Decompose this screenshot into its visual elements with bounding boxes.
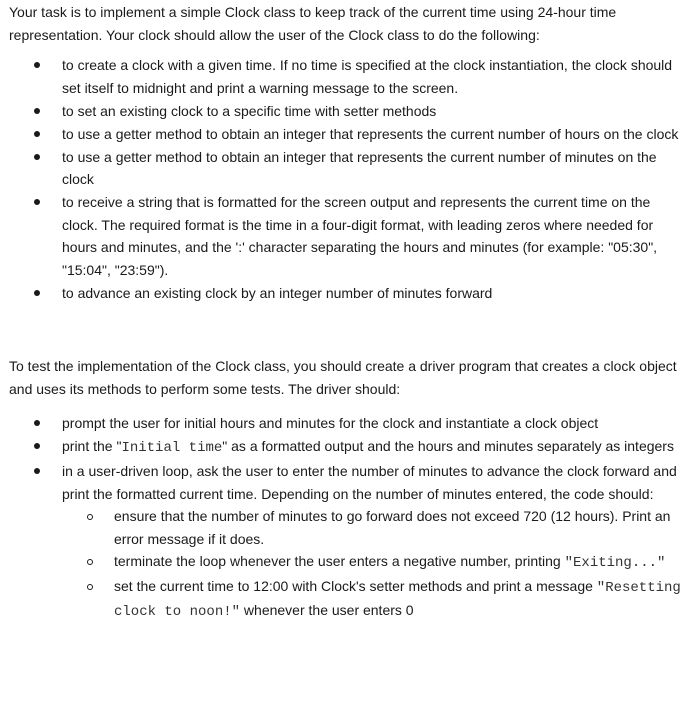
list-item (9, 412, 681, 435)
driver-step-text: in a user-driven loop, ask the user to enter the number of minutes to advance the clock forward and print the formatted current time. Depending on the number of minutes entered, the code should: (62, 463, 677, 502)
sub-list-item (9, 550, 681, 575)
bullet-icon (34, 199, 40, 205)
sub-list-item (9, 575, 681, 624)
assignment-document (9, 0, 681, 624)
loop-rule-text: set the current time to 12:00 with Clock's setter methods and print a message (114, 577, 597, 594)
loop-rules-list (62, 505, 681, 624)
circle-bullet-icon (87, 559, 93, 565)
loop-rule-text: ensure that the number of minutes to go forward does not exceed 720 (12 hours). Print an error message if it does. (114, 508, 671, 547)
requirement-text: to set an existing clock to a specific time with setter methods (62, 102, 437, 119)
bullet-icon (34, 154, 40, 160)
loop-rule-text: terminate the loop whenever the user enters a negative number, printing (114, 553, 565, 569)
requirement-text: to receive a string that is formatted for the screen output and represents the current time on the clock. The required format is the time in a four-digit format, with leading zeros where needed for hours and minutes, and the ':' character separating the hours and minutes (for example: "05:30", "15:04", "23:59"). (62, 194, 658, 278)
code-snippet: "Resetting clock to noon!" (114, 579, 681, 620)
driver-steps-list (9, 412, 681, 624)
list-item (9, 146, 681, 191)
list-item (9, 460, 681, 624)
bullet-icon (34, 62, 40, 68)
list-item (9, 435, 681, 460)
requirement-text: to create a clock with a given time. If no time is specified at the clock instantiation, the clock should set itself to midnight and print a warning message to the screen. (62, 57, 673, 96)
bullet-icon (34, 468, 40, 474)
sub-list-item (9, 505, 681, 550)
bullet-icon (34, 290, 40, 296)
circle-bullet-icon (87, 584, 93, 590)
code-snippet: Initial time (121, 440, 223, 456)
bullet-icon (34, 108, 40, 114)
list-item (9, 191, 681, 281)
bullet-icon (34, 131, 40, 137)
requirement-text: to advance an existing clock by an integer number of minutes forward (62, 284, 493, 301)
code-snippet: "Exiting..." (564, 555, 666, 571)
list-item (9, 100, 681, 123)
driver-intro-paragraph: To test the implementation of the Clock class, you should create a driver program that creates a clock object and uses its methods to perform some tests. The driver should: (9, 358, 677, 397)
intro-paragraph: Your task is to implement a simple Clock class to keep track of the current time using 24-hour time representation. Your clock should allow the user of the Clock class to do the following: (9, 4, 617, 43)
list-item (9, 54, 681, 99)
requirements-list (9, 54, 681, 304)
driver-step-text: prompt the user for initial hours and minutes for the clock and instantiate a clock object (62, 415, 599, 431)
list-item (9, 282, 681, 305)
driver-step-text: " as a formatted output and the hours and minutes separately as integers (222, 438, 674, 454)
driver-step-text: print the " (62, 438, 122, 454)
bullet-icon (34, 420, 40, 426)
requirement-text: to use a getter method to obtain an integer that represents the current number of minutes on the clock (62, 148, 657, 187)
loop-rule-text: whenever the user enters 0 (240, 602, 414, 618)
list-item (9, 123, 681, 146)
requirement-text: to use a getter method to obtain an integer that represents the current number of hours on the clock (62, 125, 679, 142)
bullet-icon (34, 443, 40, 449)
circle-bullet-icon (87, 514, 93, 520)
